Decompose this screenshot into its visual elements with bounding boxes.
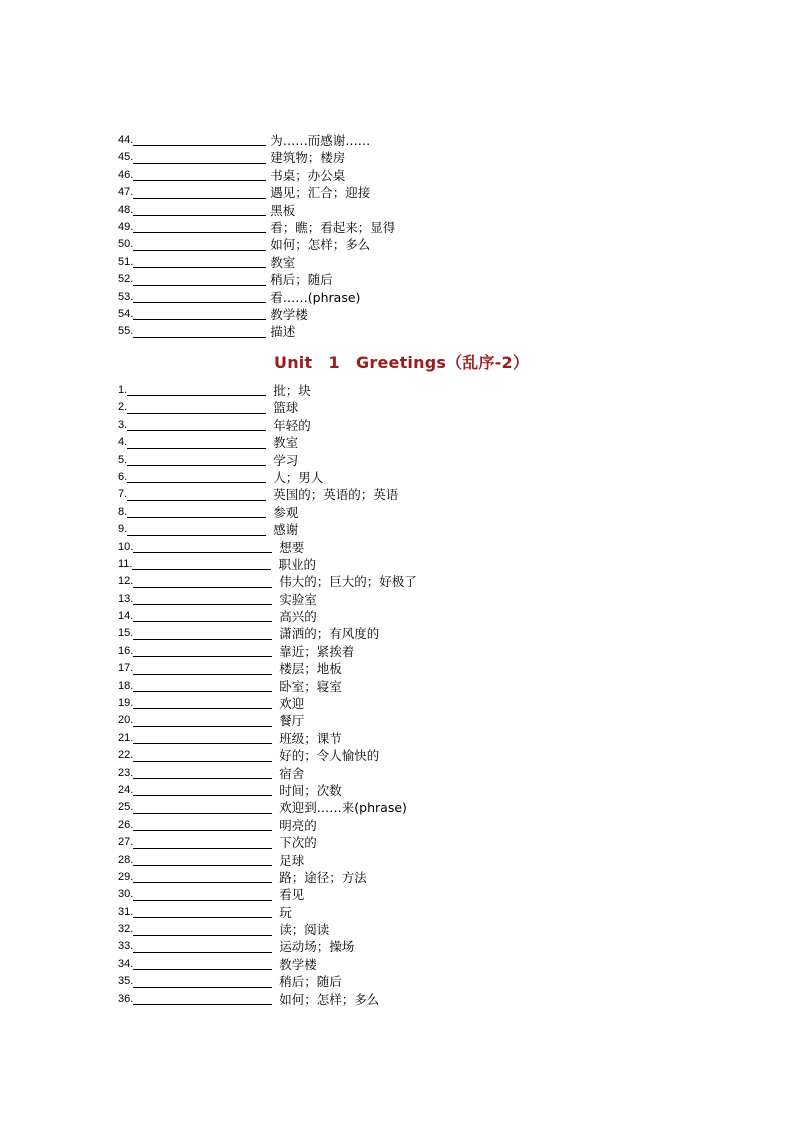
answer-blank[interactable]	[133, 575, 272, 588]
item-number: 36.	[118, 992, 134, 1005]
item-number: 35.	[118, 975, 134, 988]
item-number: 14.	[118, 610, 134, 623]
chinese-meaning: 宿舍	[279, 765, 305, 781]
chinese-meaning: 教室	[270, 254, 296, 270]
chinese-meaning: 运动场；操场	[279, 939, 355, 955]
vocab-row	[118, 869, 417, 886]
vocab-row	[118, 521, 417, 538]
vocab-row	[118, 695, 417, 712]
vocab-row	[118, 306, 395, 323]
answer-blank[interactable]	[133, 749, 272, 762]
vocab-list-unit1	[118, 382, 417, 1008]
item-number: 10.	[118, 540, 134, 553]
vocab-row	[118, 730, 417, 747]
vocab-row	[118, 184, 395, 201]
chinese-meaning: 为……而感谢……	[270, 132, 371, 148]
answer-blank[interactable]	[133, 151, 266, 164]
item-number: 15.	[118, 627, 134, 640]
item-number: 30.	[118, 888, 134, 901]
answer-blank[interactable]	[133, 870, 272, 883]
answer-blank[interactable]	[127, 401, 266, 414]
vocab-row	[118, 167, 395, 184]
chinese-meaning: 书桌；办公桌	[270, 167, 346, 183]
item-number: 5.	[118, 453, 128, 466]
chinese-meaning: 欢迎到……来(phrase)	[279, 800, 407, 816]
answer-blank[interactable]	[133, 975, 272, 988]
item-number: 18.	[118, 679, 134, 692]
item-number: 17.	[118, 662, 134, 675]
answer-blank[interactable]	[127, 470, 266, 483]
item-number: 33.	[118, 940, 134, 953]
chinese-meaning: 参观	[273, 504, 299, 520]
chinese-meaning: 如何；怎样；多么	[279, 991, 380, 1007]
item-number: 32.	[118, 923, 134, 936]
item-number: 6.	[118, 470, 128, 483]
answer-blank[interactable]	[133, 714, 272, 727]
item-number: 3.	[118, 418, 128, 431]
answer-blank[interactable]	[133, 325, 266, 338]
answer-blank[interactable]	[133, 540, 272, 553]
chinese-meaning: 看……(phrase)	[270, 289, 361, 305]
item-number: 1.	[118, 383, 128, 396]
chinese-meaning: 好的；令人愉快的	[279, 748, 380, 764]
answer-blank[interactable]	[133, 801, 272, 814]
vocab-row	[118, 591, 417, 608]
vocab-row	[118, 469, 417, 486]
answer-blank[interactable]	[127, 383, 266, 396]
answer-blank[interactable]	[127, 418, 266, 431]
vocab-row	[118, 254, 395, 271]
answer-blank[interactable]	[127, 523, 266, 536]
vocab-row	[118, 799, 417, 816]
vocab-row	[118, 886, 417, 903]
answer-blank[interactable]	[133, 627, 272, 640]
item-number: 26.	[118, 818, 134, 831]
chinese-meaning: 下次的	[279, 835, 317, 851]
answer-blank[interactable]	[133, 888, 272, 901]
vocab-row	[118, 904, 417, 921]
chinese-meaning: 稍后；随后	[279, 974, 342, 990]
vocab-row	[118, 382, 417, 399]
answer-blank[interactable]	[133, 696, 272, 709]
vocab-row	[118, 323, 395, 340]
answer-blank[interactable]	[133, 592, 272, 605]
vocab-row	[118, 939, 417, 956]
answer-blank[interactable]	[133, 238, 266, 251]
item-number: 45.	[118, 151, 134, 164]
answer-blank[interactable]	[127, 488, 266, 501]
chinese-meaning: 如何；怎样；多么	[270, 237, 371, 253]
answer-blank[interactable]	[133, 273, 266, 286]
vocab-row	[118, 539, 417, 556]
chinese-meaning: 卧室；寝室	[279, 678, 342, 694]
chinese-meaning: 高兴的	[279, 609, 317, 625]
chinese-meaning: 班级；课节	[279, 730, 342, 746]
vocab-row	[118, 956, 417, 973]
vocab-row	[118, 573, 417, 590]
chinese-meaning: 感谢	[273, 522, 299, 538]
vocab-row	[118, 678, 417, 695]
vocab-list-continued	[118, 132, 395, 341]
answer-blank[interactable]	[133, 290, 266, 303]
item-number: 44.	[118, 133, 134, 146]
item-number: 12.	[118, 575, 134, 588]
vocab-row	[118, 852, 417, 869]
answer-blank[interactable]	[133, 940, 272, 953]
vocab-row	[118, 834, 417, 851]
unit-heading: Unit 1 Greetings（乱序-2）	[274, 353, 530, 372]
chinese-meaning: 职业的	[278, 556, 316, 572]
item-number: 19.	[118, 697, 134, 710]
item-number: 27.	[118, 836, 134, 849]
item-number: 2.	[118, 401, 128, 414]
chinese-meaning: 实验室	[279, 591, 317, 607]
item-number: 4.	[118, 436, 128, 449]
item-number: 24.	[118, 783, 134, 796]
item-number: 34.	[118, 957, 134, 970]
vocab-row	[118, 236, 395, 253]
chinese-meaning: 路；途径；方法	[279, 869, 367, 885]
answer-blank[interactable]	[133, 644, 272, 657]
vocab-row	[118, 921, 417, 938]
answer-blank[interactable]	[132, 557, 271, 570]
chinese-meaning: 楼层；地板	[279, 661, 342, 677]
vocab-row	[118, 747, 417, 764]
answer-blank[interactable]	[133, 836, 272, 849]
chinese-meaning: 欢迎	[279, 696, 305, 712]
answer-blank[interactable]	[133, 662, 272, 675]
vocab-row	[118, 132, 395, 149]
answer-blank[interactable]	[127, 453, 266, 466]
item-number: 28.	[118, 853, 134, 866]
item-number: 55.	[118, 325, 134, 338]
vocab-row	[118, 973, 417, 990]
chinese-meaning: 潇洒的；有风度的	[279, 626, 380, 642]
item-number: 21.	[118, 731, 134, 744]
chinese-meaning: 批；块	[273, 382, 311, 398]
item-number: 48.	[118, 203, 134, 216]
chinese-meaning: 描述	[270, 324, 296, 340]
chinese-meaning: 时间；次数	[279, 782, 342, 798]
answer-blank[interactable]	[133, 203, 266, 216]
answer-blank[interactable]	[133, 923, 272, 936]
item-number: 16.	[118, 644, 134, 657]
answer-blank[interactable]	[133, 307, 266, 320]
vocab-row	[118, 625, 417, 642]
vocab-row	[118, 452, 417, 469]
answer-blank[interactable]	[133, 853, 272, 866]
item-number: 9.	[118, 523, 128, 536]
chinese-meaning: 伟大的；巨大的；好极了	[279, 574, 417, 590]
chinese-meaning: 黑板	[270, 202, 296, 218]
answer-blank[interactable]	[133, 957, 272, 970]
answer-blank[interactable]	[127, 505, 266, 518]
vocab-row	[118, 643, 417, 660]
item-number: 54.	[118, 307, 134, 320]
answer-blank[interactable]	[133, 992, 272, 1005]
vocab-row	[118, 149, 395, 166]
item-number: 50.	[118, 238, 134, 251]
answer-blank[interactable]	[133, 609, 272, 622]
vocab-row	[118, 504, 417, 521]
answer-blank[interactable]	[133, 766, 272, 779]
vocab-row	[118, 660, 417, 677]
answer-blank[interactable]	[133, 255, 266, 268]
item-number: 22.	[118, 749, 134, 762]
chinese-meaning: 学习	[273, 452, 299, 468]
chinese-meaning: 教室	[273, 435, 299, 451]
chinese-meaning: 教学楼	[279, 956, 317, 972]
item-number: 29.	[118, 870, 134, 883]
vocab-row	[118, 271, 395, 288]
vocab-row	[118, 817, 417, 834]
chinese-meaning: 英国的；英语的；英语	[273, 487, 399, 503]
chinese-meaning: 想要	[279, 539, 305, 555]
item-number: 51.	[118, 255, 134, 268]
item-number: 52.	[118, 273, 134, 286]
vocab-row	[118, 712, 417, 729]
chinese-meaning: 人；男人	[273, 469, 324, 485]
chinese-meaning: 明亮的	[279, 817, 317, 833]
item-number: 11.	[118, 557, 133, 570]
item-number: 13.	[118, 592, 134, 605]
chinese-meaning: 建筑物；楼房	[270, 150, 346, 166]
item-number: 23.	[118, 766, 134, 779]
vocab-row	[118, 486, 417, 503]
chinese-meaning: 篮球	[273, 400, 299, 416]
answer-blank[interactable]	[133, 905, 272, 918]
vocab-row	[118, 417, 417, 434]
chinese-meaning: 教学楼	[270, 306, 308, 322]
answer-blank[interactable]	[133, 168, 266, 181]
vocab-row	[118, 202, 395, 219]
answer-blank[interactable]	[133, 783, 272, 796]
answer-blank[interactable]	[133, 679, 272, 692]
vocab-row	[118, 608, 417, 625]
item-number: 49.	[118, 220, 134, 233]
chinese-meaning: 餐厅	[279, 713, 305, 729]
vocab-row	[118, 782, 417, 799]
answer-blank[interactable]	[133, 731, 272, 744]
answer-blank[interactable]	[127, 436, 266, 449]
chinese-meaning: 年轻的	[273, 417, 311, 433]
answer-blank[interactable]	[133, 186, 266, 199]
item-number: 8.	[118, 505, 128, 518]
answer-blank[interactable]	[133, 220, 266, 233]
item-number: 46.	[118, 168, 134, 181]
chinese-meaning: 读；阅读	[279, 922, 330, 938]
item-number: 20.	[118, 714, 134, 727]
chinese-meaning: 看见	[279, 887, 305, 903]
item-number: 31.	[118, 905, 134, 918]
chinese-meaning: 足球	[279, 852, 305, 868]
chinese-meaning: 玩	[279, 904, 292, 920]
vocab-row	[118, 556, 417, 573]
vocab-row	[118, 289, 395, 306]
item-number: 53.	[118, 290, 134, 303]
chinese-meaning: 遇见；汇合；迎接	[270, 185, 371, 201]
vocab-row	[118, 434, 417, 451]
chinese-meaning: 看；瞧；看起来；显得	[270, 219, 396, 235]
answer-blank[interactable]	[133, 818, 272, 831]
chinese-meaning: 靠近；紧挨着	[279, 643, 355, 659]
vocab-row	[118, 991, 417, 1008]
vocab-row	[118, 399, 417, 416]
vocab-row	[118, 765, 417, 782]
chinese-meaning: 稍后；随后	[270, 272, 333, 288]
vocab-row	[118, 219, 395, 236]
item-number: 47.	[118, 186, 134, 199]
item-number: 25.	[118, 801, 134, 814]
answer-blank[interactable]	[133, 133, 266, 146]
item-number: 7.	[118, 488, 128, 501]
